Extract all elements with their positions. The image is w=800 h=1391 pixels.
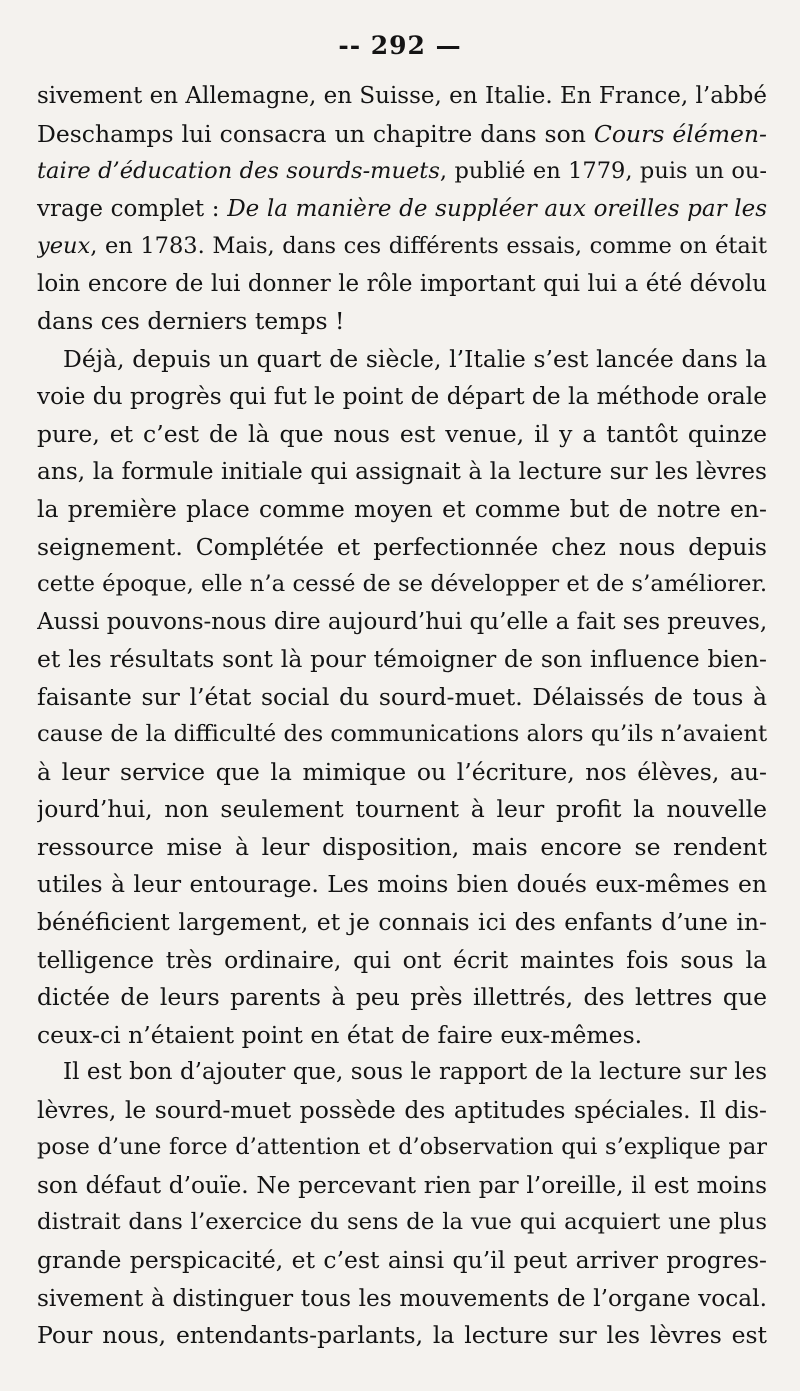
text-line (37, 266, 767, 304)
text-line (37, 1317, 767, 1355)
text-line (37, 1204, 767, 1242)
text-segment: ans, la formule initiale qui assignait à la lecture sur les lèvres (37, 458, 767, 486)
text-line (37, 303, 767, 341)
text-segment: cette époque, elle n’a cessé de se développer et de s’améliorer. (37, 571, 767, 598)
text-line (37, 754, 767, 792)
text-line (37, 491, 767, 529)
text-segment: Déjà, depuis un quart de siècle, l’Italie s’est lancée dans la (63, 344, 767, 373)
text-line (37, 153, 767, 191)
text-segment: sivement à distinguer tous les mouvements de l’organe vocal. (37, 1284, 767, 1312)
body-text (37, 78, 767, 1355)
text-line (37, 416, 767, 454)
text-segment: Deschamps lui consacra un chapitre dans son (37, 119, 594, 148)
text-line (37, 904, 767, 942)
text-line (37, 1017, 767, 1055)
text-segment: jourd’hui, non seulement tournent à leur profit la nouvelle (37, 795, 767, 824)
text-line (37, 829, 767, 867)
text-segment: pure, et c’est de là que nous est venue, il y a tantôt quinze (37, 419, 767, 448)
text-segment: pose d’une force d’attention et d’observation qui s’explique par (37, 1134, 767, 1161)
text-line (37, 942, 767, 980)
text-segment: bénéficient largement, et je connais ici des enfants d’une in- (37, 908, 767, 937)
italic-title: De la manière de suppléer aux oreilles par les (227, 195, 767, 222)
text-segment: faisante sur l’état social du sourd-muet. Délaissés de tous à (37, 682, 767, 711)
text-line (37, 228, 767, 266)
text-line (37, 191, 767, 229)
text-segment: Il est bon d’ajouter que, sous le rapport de la lecture sur les (63, 1059, 767, 1086)
text-segment: ceux-ci n’étaient point en état de faire eux-mêmes. (37, 1020, 643, 1049)
text-segment: , en 1783. Mais, dans ces différents essais, comme on était (90, 233, 767, 260)
italic-title: yeux (37, 233, 91, 260)
text-segment: son défaut d’ouïe. Ne percevant rien par l’oreille, il est moins (37, 1171, 767, 1199)
text-line (37, 604, 767, 642)
text-line (37, 716, 767, 754)
text-line (37, 566, 767, 604)
text-segment: telligence très ordinaire, qui ont écrit maintes fois sous la (37, 945, 767, 974)
text-segment: grande perspicacité, et c’est ainsi qu’il peut arriver progres- (37, 1245, 767, 1274)
italic-title: taire d’éducation des sourds-muets (37, 158, 440, 185)
text-line (37, 1242, 767, 1280)
text-line (37, 1280, 767, 1318)
text-line (37, 791, 767, 829)
text-segment: utiles à leur entourage. Les moins bien doués eux-mêmes en (37, 870, 767, 899)
text-line (37, 1092, 767, 1130)
text-line (37, 641, 767, 679)
text-segment: , publié en 1779, puis un ou- (439, 158, 767, 185)
text-segment: ressource mise à leur disposition, mais encore se rendent (37, 832, 767, 861)
text-segment: loin encore de lui donner le rôle important qui lui a été dévolu (37, 270, 767, 297)
text-segment: lèvres, le sourd-muet possède des aptitudes spéciales. Il dis- (37, 1095, 767, 1124)
text-segment: dictée de leurs parents à peu près illettrés, des lettres que (37, 983, 767, 1012)
text-line (37, 529, 767, 567)
text-segment: dans ces derniers temps ! (37, 307, 345, 336)
text-line (37, 679, 767, 717)
text-line (37, 866, 767, 904)
text-segment: vrage complet : (37, 195, 228, 222)
text-segment: seignement. Complétée et perfectionnée chez nous depuis (37, 532, 767, 561)
text-segment: Pour nous, entendants-parlants, la lecture sur les lèvres est (37, 1321, 767, 1350)
text-segment: distrait dans l’exercice du sens de la vue qui acquiert une plus (37, 1209, 767, 1236)
text-line (37, 78, 767, 116)
italic-title: Cours élémen- (593, 119, 767, 148)
text-segment: sivement en Allemagne, en Suisse, en Italie. En France, l’abbé (37, 83, 767, 109)
text-line (37, 341, 767, 379)
text-line (37, 453, 767, 491)
text-segment: Aussi pouvons-nous dire aujourd’hui qu’elle a fait ses preuves, (37, 608, 767, 635)
text-line (37, 979, 767, 1017)
page-number: -- 292 — (338, 31, 462, 60)
text-segment: cause de la difficulté des communications alors qu’ils n’avaient (37, 721, 767, 748)
text-line (37, 1054, 767, 1092)
text-line (37, 1129, 767, 1167)
text-segment: et les résultats sont là pour témoigner de son influence bien- (37, 645, 767, 674)
text-segment: à leur service que la mimique ou l’écriture, nos élèves, au- (37, 757, 767, 786)
text-segment: voie du progrès qui fut le point de départ de la méthode orale (37, 383, 767, 411)
text-segment: la première place comme moyen et comme but de notre en- (37, 495, 767, 524)
text-line (37, 116, 767, 154)
text-line (37, 1167, 767, 1205)
text-line (37, 378, 767, 416)
